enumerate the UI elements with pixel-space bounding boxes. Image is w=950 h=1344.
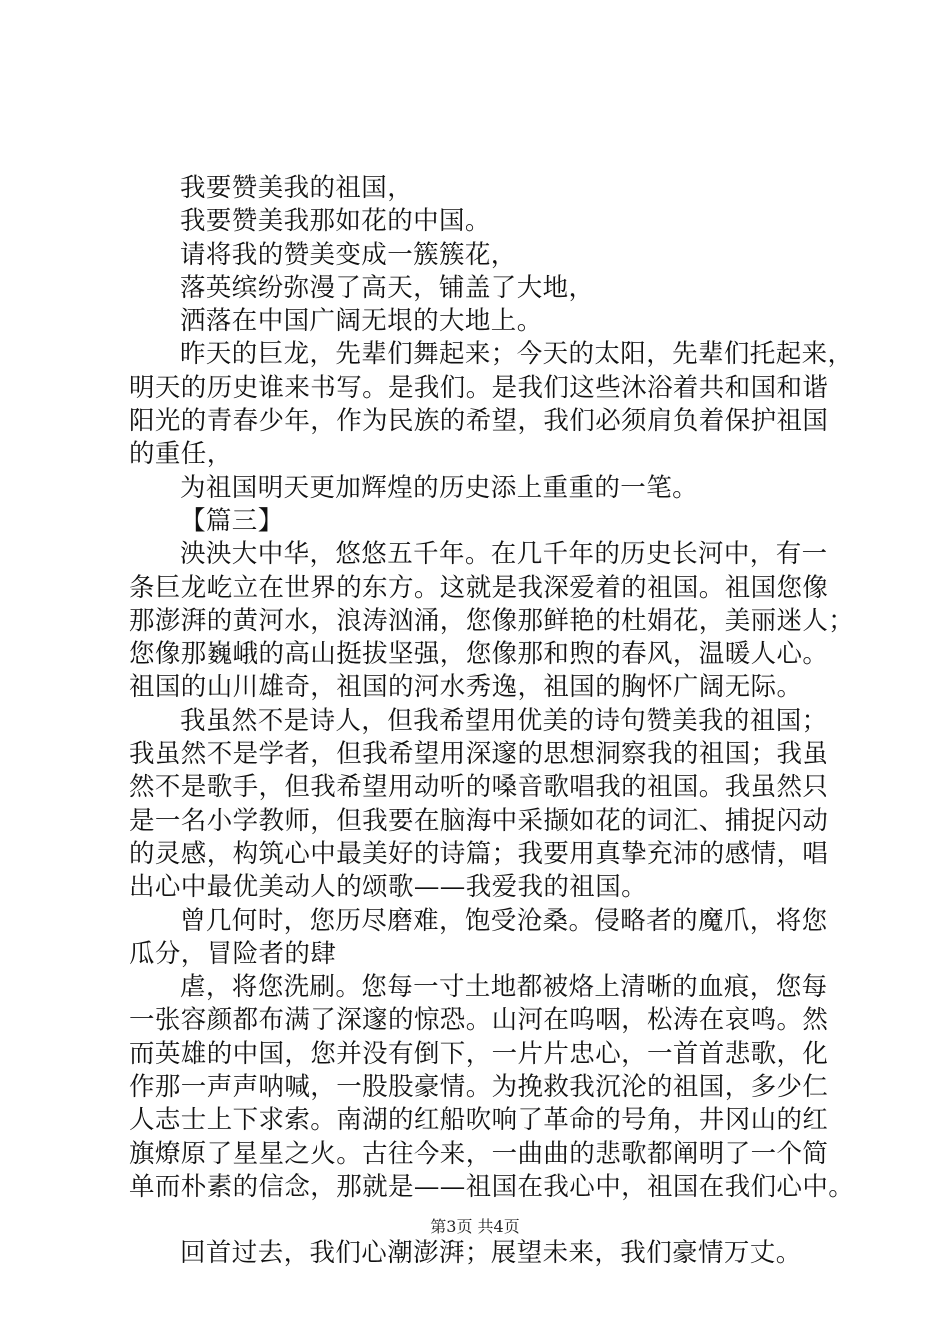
text-line: 的重任， [129,439,233,470]
text-line: 落英缤纷弥漫了高天，铺盖了大地， [180,272,595,303]
text-line: 阳光的青春少年，作为民族的希望，我们必须肩负着保护祖国 [129,406,829,437]
text-line: 然不是歌手，但我希望用动听的嗓音歌唱我的祖国。我虽然只 [129,772,829,803]
text-line: 祖国的山川雄奇，祖国的河水秀逸，祖国的胸怀广阔无际。 [129,672,803,703]
text-line: 洒落在中国广阔无垠的大地上。 [180,306,543,337]
text-line: 明天的历史谁来书写。是我们。是我们这些沐浴着共和国和谐 [129,372,829,403]
text-line: 出心中最优美动人的颂歌——我爱我的祖国。 [129,872,648,903]
text-line: 为祖国明天更加辉煌的历史添上重重的一笔。 [180,472,699,503]
text-line: 我要赞美我那如花的中国。 [180,206,491,237]
text-line: 昨天的巨龙，先辈们舞起来；今天的太阳，先辈们托起来， [180,339,854,370]
text-line: 是一名小学教师，但我要在脑海中采撷如花的词汇、捕捉闪动 [129,805,829,836]
text-line: 那澎湃的黄河水，浪涛汹涌，您像那鲜艳的杜娟花，美丽迷人； [129,605,855,636]
text-line: 虐，将您洗刷。您每一寸土地都被烙上清晰的血痕，您每 [180,972,828,1003]
page-footer [0,1214,950,1237]
text-line: 而英雄的中国，您并没有倒下，一片片忠心，一首首悲歌，化 [129,1038,829,1069]
text-line: 我虽然不是学者，但我希望用深邃的思想洞察我的祖国；我虽 [129,739,829,770]
text-line: 旗燎原了星星之火。古往今来，一曲曲的悲歌都阐明了一个简 [129,1138,829,1169]
text-line: 人志士上下求索。南湖的红船吹响了革命的号角，井冈山的红 [129,1105,829,1136]
section-heading: 【篇三】 [180,505,284,536]
text-line: 一张容颜都布满了深邃的惊恐。山河在呜咽，松涛在哀鸣。然 [129,1005,829,1036]
text-line: 单而朴素的信念，那就是——祖国在我心中，祖国在我们心中。 [129,1171,855,1202]
text-line: 曾几何时，您历尽磨难，饱受沧桑。侵略者的魔爪，将您 [180,905,828,936]
document-body [129,172,859,1271]
text-line: 泱泱大中华，悠悠五千年。在几千年的历史长河中，有一 [180,539,828,570]
text-line: 瓜分，冒险者的肆 [129,938,337,969]
text-line: 我虽然不是诗人，但我希望用优美的诗句赞美我的祖国； [180,705,828,736]
page-number: 第3页 共4页 [430,1217,520,1236]
text-line: 的灵感，构筑心中最美好的诗篇；我要用真挚充沛的感情，唱 [129,838,829,869]
text-line: 作那一声声呐喊，一股股豪情。为挽救我沉沦的祖国，多少仁 [129,1072,829,1103]
text-line: 您像那巍峨的高山挺拔坚强，您像那和煦的春风，温暖人心。 [129,639,829,670]
text-line: 条巨龙屹立在世界的东方。这就是我深爱着的祖国。祖国您像 [129,572,829,603]
text-line: 请将我的赞美变成一簇簇花， [180,239,517,270]
closing-line: 回首过去，我们心潮澎湃；展望未来，我们豪情万丈。 [180,1238,802,1269]
text-line: 我要赞美我的祖国， [180,173,414,203]
